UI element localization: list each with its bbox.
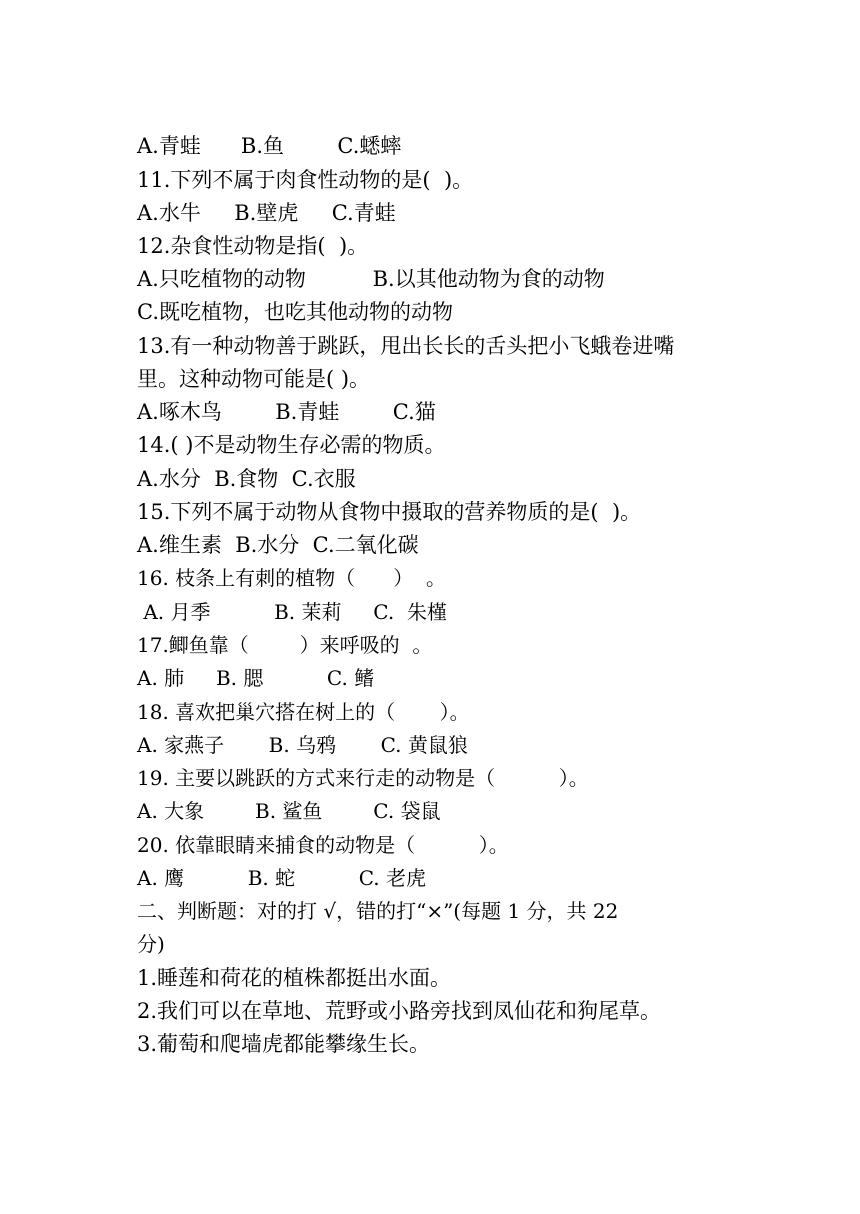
section-heading-part1: 二、判断题：对的打 √，错的打“×”(每题 1 分，共 22 (137, 899, 619, 923)
option-line-q11: A.水牛 B.壁虎 C.青蛙 (137, 201, 396, 225)
question-19: 19. 主要以跳跃的方式来行走的动物是（ ）。 (137, 766, 589, 790)
option-line-q19: A. 大象 B. 鲨鱼 C. 袋鼠 (137, 799, 441, 823)
option-line-q12-c: C.既吃植物，也吃其他动物的动物 (137, 300, 453, 324)
question-18: 18. 喜欢把巢穴搭在树上的（ ）。 (137, 700, 470, 724)
option-line-q15: A.维生素 B.水分 C.二氧化碳 (137, 533, 419, 557)
judgment-item-3: 3.葡萄和爬墙虎都能攀缘生长。 (137, 1032, 431, 1056)
question-15: 15.下列不属于动物从食物中摄取的营养物质的是( )。 (137, 500, 642, 524)
option-line-q16: A. 月季 B. 茉莉 C. 朱槿 (137, 600, 447, 624)
option-line-q12-ab: A.只吃植物的动物 B.以其他动物为食的动物 (137, 267, 605, 291)
option-line-q13: A.啄木鸟 B.青蛙 C.猫 (137, 400, 436, 424)
section-heading-part2: 分) (137, 932, 165, 956)
question-17: 17.鲫鱼靠（ ）来呼吸的 。 (137, 633, 433, 657)
question-16: 16. 枝条上有刺的植物（ ） 。 (137, 566, 447, 590)
question-20: 20. 依靠眼睛来捕食的动物是（ ）。 (137, 833, 509, 857)
question-13-part2: 里。这种动物可能是( )。 (137, 367, 371, 391)
question-12: 12.杂食性动物是指( )。 (137, 234, 369, 258)
option-line-q20: A. 鹰 B. 蛇 C. 老虎 (137, 866, 427, 890)
judgment-item-2: 2.我们可以在草地、荒野或小路旁找到凤仙花和狗尾草。 (137, 999, 662, 1023)
option-line-q17: A. 肺 B. 腮 C. 鳍 (137, 666, 375, 690)
option-line-q14: A.水分 B.食物 C.衣服 (137, 467, 356, 491)
question-14: 14.( )不是动物生存必需的物质。 (137, 433, 446, 457)
option-line-q10: A.青蛙 B.鱼 C.蟋蟀 (137, 134, 402, 158)
option-line-q18: A. 家燕子 B. 乌鸦 C. 黄鼠狼 (137, 733, 468, 757)
question-13-part1: 13.有一种动物善于跳跃，甩出长长的舌头把小飞蛾卷进嘴 (137, 334, 675, 358)
judgment-item-1: 1.睡莲和荷花的植株都挺出水面。 (137, 966, 452, 990)
question-11: 11.下列不属于肉食性动物的是( )。 (137, 168, 474, 192)
